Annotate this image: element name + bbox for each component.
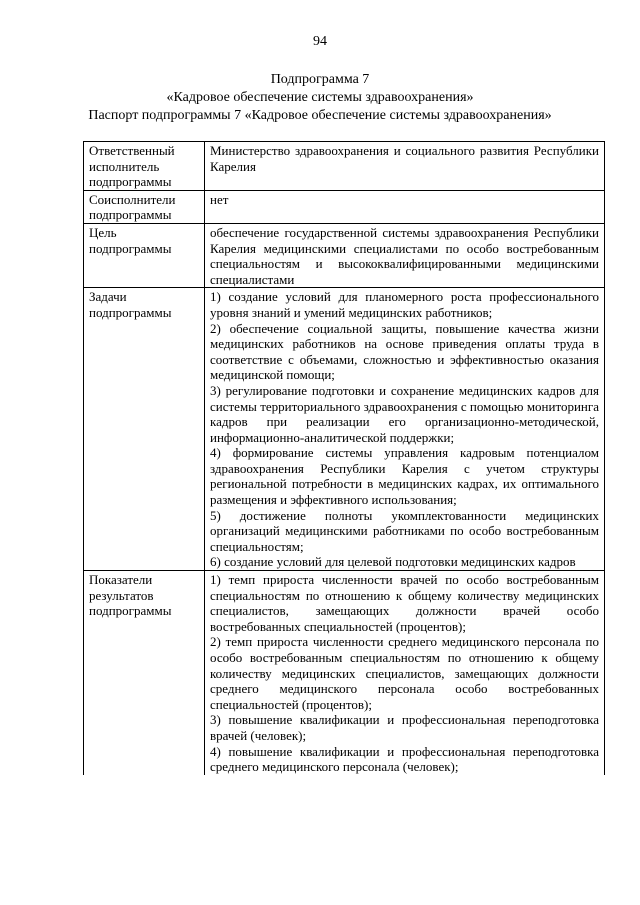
subprogram-title: Подпрограмма 7	[270, 72, 370, 87]
row-paragraph: 6) создание условий для целевой подготовки медицинских кадров	[210, 554, 576, 570]
subprogram-name: «Кадровое обеспечение системы здравоохранения»	[166, 90, 474, 105]
table-row	[84, 142, 605, 191]
passport-title: Паспорт подпрограммы 7 «Кадровое обеспечение системы здравоохранения»	[88, 108, 552, 123]
table-row	[84, 223, 605, 287]
row-label: Ответственный исполнитель подпрограммы	[84, 142, 205, 191]
document-heading	[0, 71, 640, 125]
row-paragraph: 1) создание условий для планомерного роста профессионального уровня знаний и умений медицинских работников;	[210, 289, 599, 320]
row-paragraph: нет	[210, 191, 229, 207]
row-paragraph: Министерство здравоохранения и социального развития Республики Карелия	[210, 143, 599, 174]
row-value	[205, 142, 605, 191]
row-paragraph: 3) повышение квалификации и профессиональная переподготовка врачей (человек);	[210, 712, 599, 743]
row-paragraph: 5) достижение полноты укомплектованности медицинских организаций медицинскими работниками по особо востребованным специальностям;	[210, 507, 599, 554]
row-label: Соисполнители подпрограммы	[84, 190, 205, 223]
row-value	[205, 223, 605, 287]
row-paragraph: 1) темп прироста численности врачей по особо востребованным специальностям по отношению к общему количеству медицинских специалистов, замещающих должности врачей особо востребованных специальностей (процентов);	[210, 572, 599, 634]
row-value	[205, 571, 605, 775]
table-row	[84, 571, 605, 775]
row-paragraph: 4) формирование системы управления кадровым потенциалом здравоохранения Республики Карелия с учетом структуры региональной потребности в медицинских кадрах, их оптимального размещения и эффективного использования;	[210, 445, 599, 508]
passport-table	[83, 141, 605, 775]
row-value	[205, 190, 605, 223]
row-paragraph: 2) обеспечение социальной защиты, повышение качества жизни медицинских работников на основе приведения оплаты труда в соответствие с объемами, сложностью и эффективностью оказания медицинской помощи;	[210, 320, 599, 383]
row-value	[205, 288, 605, 571]
row-label: Цель подпрограммы	[84, 223, 205, 287]
row-paragraph: 3) регулирование подготовки и сохранение медицинских кадров для системы территориального здравоохранения с помощью мониторинга кадров при реализации его организационно-методической, информационно-аналитической поддержки;	[210, 382, 599, 445]
row-label: Показатели результатов подпрограммы	[84, 571, 205, 775]
table-row	[84, 288, 605, 571]
row-label: Задачи подпрограммы	[84, 288, 205, 571]
row-paragraph: обеспечение государственной системы здравоохранения Республики Карелия медицинскими специалистами по особо востребованным специальностям и высококвалифицированными медицинскими специалистами	[210, 224, 599, 287]
row-paragraph: 2) темп прироста численности среднего медицинского персонала по особо востребованным специальностям по отношению к общему количеству медицинских специалистов, замещающих должности среднего медицинского персонала особо востребованных специальностей (процентов);	[210, 634, 599, 712]
page-number: 94	[313, 34, 327, 49]
row-paragraph: 4) повышение квалификации и профессиональная переподготовка среднего медицинского персонала (человек);	[210, 743, 599, 775]
table-row	[84, 190, 605, 223]
